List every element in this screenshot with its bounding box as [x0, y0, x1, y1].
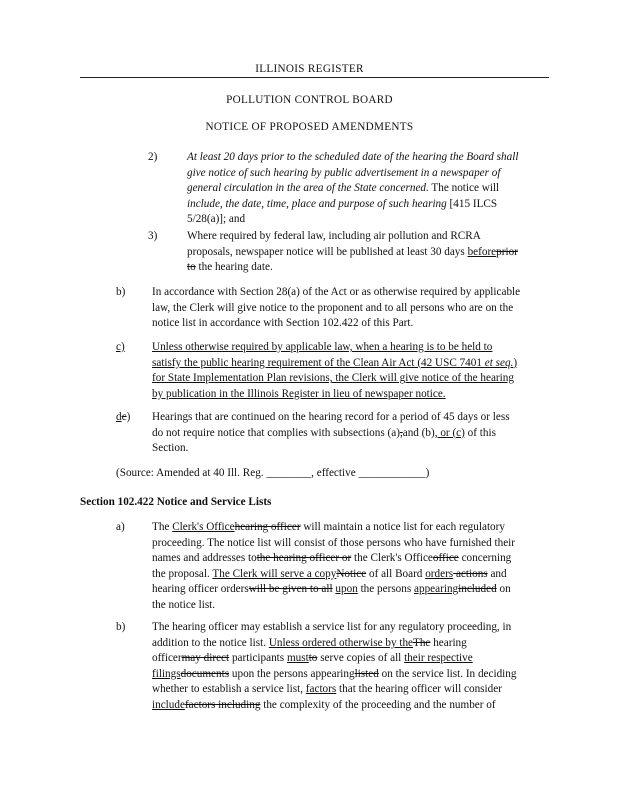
deleted-text: The [413, 636, 431, 649]
inserted-text: upon [335, 583, 358, 596]
item-text [187, 229, 567, 276]
text-run: of this [464, 426, 496, 439]
inserted-text: must [286, 652, 309, 665]
text-line [152, 520, 572, 536]
text-line: for State Implementation Plan revisions, the Clerk will give notice of the hearing [152, 372, 514, 385]
text-run: hearing officer orders [152, 583, 249, 596]
inserted-text: filings [152, 667, 181, 680]
text-line: Hearings that are continued on the hearing record for a period of 45 days or less [152, 411, 510, 423]
text-run: general circulation in the area of the State concerned. [187, 182, 429, 195]
text-run: will maintain a notice list for each regulatory [300, 521, 505, 533]
text-run: include, the date, time, place and purpose of such hearing [187, 197, 447, 210]
deleted-text: office [432, 552, 459, 565]
deleted-text: documents [180, 667, 230, 680]
text-line [187, 245, 567, 261]
deleted-text: c [121, 411, 127, 423]
subsection-text [152, 285, 572, 332]
inserted-text: factors [305, 683, 337, 696]
text-run: the complexity of the proceeding and the number of [260, 698, 496, 711]
text-run: addition to the notice list. [152, 636, 269, 649]
text-line: Section. [152, 442, 189, 455]
notice-title: NOTICE OF PROPOSED AMENDMENTS [205, 121, 414, 133]
deleted-text: to [187, 261, 196, 274]
text-line: Where required by federal law, including air pollution and RCRA [187, 230, 481, 242]
text-run: The [152, 521, 173, 533]
text-run: ) [425, 467, 430, 479]
text-run: hearing [430, 636, 467, 649]
text-run: officer [152, 652, 182, 665]
text-run: serve copies of all [317, 652, 405, 665]
deleted-text: listed [354, 667, 379, 680]
text-line: At least 20 days prior to the scheduled date of the hearing the Board shall [187, 151, 519, 163]
text-line: 5/28(a)]; and [187, 213, 246, 226]
text-line [152, 567, 572, 583]
text-line: law, the Clerk will give notice to the proponent and to all persons who are on the [152, 301, 514, 314]
text-line: The hearing officer may establish a service list for any regulatory proceeding, in [152, 621, 512, 633]
text-line [152, 698, 572, 714]
inserted-text: d [116, 411, 122, 423]
subsection-text [152, 620, 572, 714]
subsection-label: a) [116, 521, 125, 533]
text-run: of all Board [366, 567, 426, 580]
header-rule [80, 77, 549, 78]
deleted-text: actions [453, 567, 488, 580]
subsection-label [116, 410, 130, 426]
text-line [152, 551, 572, 567]
section-heading: Section 102.422 Notice and Service Lists [80, 496, 272, 508]
text-run: , effective [311, 467, 359, 479]
item-label: 2) [148, 151, 158, 163]
inserted-text: their respective [404, 652, 473, 665]
text-line [152, 426, 572, 442]
text-run: [415 ILCS [446, 197, 498, 210]
text-line: give notice of such hearing by public advertisement in a newspaper of [187, 166, 501, 179]
subsection-text [152, 520, 572, 614]
text-run: whether to establish a service list, [152, 683, 306, 696]
subsection-text [152, 410, 572, 457]
text-line [152, 667, 572, 683]
text-line [187, 197, 567, 213]
text-line [187, 260, 567, 276]
blank-line: ____________ [358, 467, 426, 479]
text-run: proposals, newspaper notice will be published at least 30 days [187, 245, 468, 258]
text-run: the hearing date. [195, 261, 273, 274]
text-run: the proposal. [152, 567, 213, 580]
agency-title: POLLUTION CONTROL BOARD [226, 94, 393, 106]
deleted-text: will be given to all [248, 583, 333, 596]
register-title: ILLINOIS REGISTER [255, 63, 364, 75]
text-line: notice list in accordance with Section 102.422 of this Part. [152, 317, 414, 330]
inserted-text: appearing [414, 583, 459, 596]
subsection-text [152, 340, 572, 402]
text-line [187, 181, 567, 197]
deleted-text: , [399, 426, 403, 439]
subsection-label: b) [116, 286, 126, 298]
subsection-label: c) [116, 341, 125, 353]
text-line: Unless otherwise required by applicable law, when a hearing is to be held to [152, 341, 493, 353]
inserted-text: , or (c) [434, 426, 465, 439]
subsection-label: b) [116, 621, 126, 633]
text-run: do not require notice that complies with subsections (a) [152, 426, 400, 439]
text-run: ) [126, 411, 131, 423]
text-run: The notice will [428, 182, 500, 195]
text-line: proceeding. The notice list will consist of those persons who have furnished their [152, 536, 515, 549]
text-run: on [496, 583, 511, 596]
text-run: the persons [357, 583, 415, 596]
inserted-text: orders [425, 567, 454, 580]
text-line [152, 636, 572, 652]
deleted-text: hearing officer [234, 521, 301, 533]
text-run: ) [513, 356, 518, 369]
deleted-text: included [458, 583, 497, 596]
text-run: et seq. [484, 356, 514, 369]
deleted-text: to [308, 652, 318, 665]
inserted-text: before [467, 245, 497, 258]
item-text [187, 150, 567, 228]
text-run: names and addresses to [152, 552, 257, 565]
blank-line: ________ [266, 467, 312, 479]
inserted-text: include [152, 698, 185, 711]
source-note [116, 466, 429, 482]
deleted-text: Notice [336, 567, 367, 580]
deleted-text: may direct [181, 652, 230, 665]
deleted-text: prior [496, 245, 518, 258]
item-label: 3) [148, 230, 158, 242]
text-run: satisfy the public hearing requirement of the Clean Air Act (42 USC 7401 [152, 356, 485, 369]
inserted-text: Clerk's Office [172, 521, 235, 533]
text-line: the notice list. [152, 598, 216, 611]
text-run: upon the persons appearing [229, 667, 355, 680]
text-line [152, 651, 572, 667]
text-run: and [487, 567, 507, 580]
text-run: concerning [458, 552, 512, 565]
text-line: by publication in the Illinois Register in lieu of newspaper notice. [152, 387, 446, 400]
inserted-text: The Clerk will serve a copy [212, 567, 337, 580]
text-line [152, 582, 572, 598]
text-run: participants [229, 652, 287, 665]
deleted-text: the hearing officer or [256, 552, 352, 565]
text-run: on the service list. In deciding [378, 667, 517, 680]
text-run: the Clerk's Office [351, 552, 433, 565]
text-run: and (b) [402, 426, 435, 439]
text-run: that the hearing officer will consider [336, 683, 502, 696]
text-line [152, 356, 572, 372]
text-run: (Source: Amended at 40 Ill. Reg. [116, 467, 267, 479]
deleted-text: factors including [184, 698, 261, 711]
text-line: In accordance with Section 28(a) of the Act or as otherwise required by applicable [152, 286, 521, 298]
inserted-text: Unless ordered otherwise by the [268, 636, 413, 649]
text-line [152, 682, 572, 698]
